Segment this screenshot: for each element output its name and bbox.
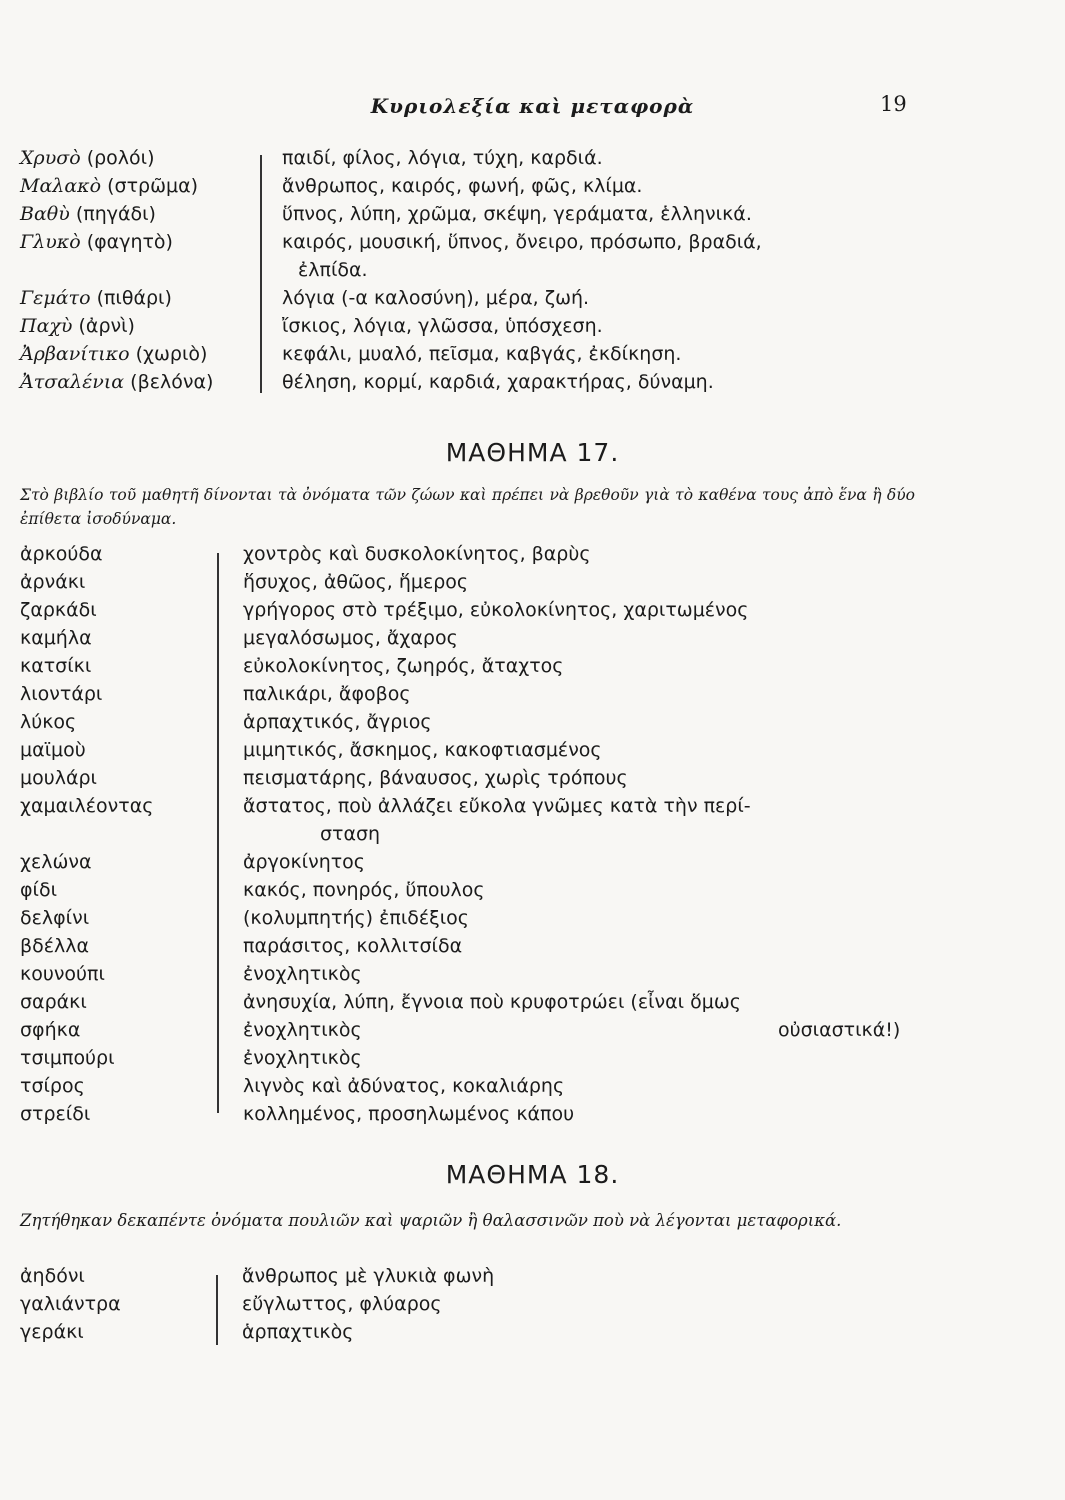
animal-row xyxy=(20,1293,920,1321)
animal-name: κουνούπι xyxy=(20,963,105,985)
adjective-row xyxy=(20,287,920,315)
animal-name: ἀρνάκι xyxy=(20,571,86,593)
animal-name: δελφίνι xyxy=(20,907,90,929)
animal-traits: γρήγορος στὸ τρέξιμο, εὐκολοκίνητος, χαριτωμένος xyxy=(243,599,749,621)
animal-traits: ἐνοχλητικὸς xyxy=(243,963,362,985)
animal-row xyxy=(20,795,920,823)
adjective-row xyxy=(20,203,920,231)
animal-row xyxy=(20,1265,920,1293)
animal-traits: (κολυμπητής) ἐπιδέξιος xyxy=(243,907,469,929)
adjective: Ἀρβανίτικο xyxy=(20,343,130,365)
examples: καιρός, μουσική, ὕπνος, ὄνειρο, πρόσωπο, βραδιά, xyxy=(282,231,762,253)
animal-traits-note: οὐσιαστικά!) xyxy=(778,1019,901,1041)
animal-row xyxy=(20,543,920,571)
animal-name: βδέλλα xyxy=(20,935,90,957)
animal-name: κατσίκι xyxy=(20,655,92,677)
animal-row xyxy=(20,1103,920,1131)
examples: ὕπνος, λύπη, χρῶμα, σκέψη, γεράματα, ἑλληνικά. xyxy=(282,203,752,225)
examples: ἄνθρωπος, καιρός, φωνή, φῶς, κλίμα. xyxy=(282,175,643,197)
lesson-18-heading: ΜΑΘΗΜΑ 18. xyxy=(445,1160,620,1189)
animal-traits-continuation: σταση xyxy=(320,823,381,845)
animal-traits: παράσιτος, κολλιτσίδα xyxy=(243,935,463,957)
noun: (φαγητὸ) xyxy=(86,231,173,253)
animal-traits: εὐκολοκίνητος, ζωηρός, ἄταχτος xyxy=(243,655,564,677)
animal-name: φίδι xyxy=(20,879,58,901)
animal-row xyxy=(20,963,920,991)
animal-traits: ἄνθρωπος μὲ γλυκιὰ φωνὴ xyxy=(242,1265,495,1287)
animal-row xyxy=(20,655,920,683)
animal-traits: ἄστατος, ποὺ ἀλλάζει εὔκολα γνῶμες κατὰ τὴν περί- xyxy=(243,795,751,817)
noun: (χωριὸ) xyxy=(135,343,208,365)
noun: (πηγάδι) xyxy=(75,203,156,225)
animal-traits: ἀνησυχία, λύπη, ἔγνοια ποὺ κρυφοτρώει (εἶναι ὅμως xyxy=(243,991,741,1013)
animal-traits: ἀργοκίνητος xyxy=(243,851,365,873)
adjective-section xyxy=(20,147,920,399)
noun: (ἀρνὶ) xyxy=(78,315,135,337)
animal-traits-section xyxy=(20,543,920,1131)
animal-row xyxy=(20,767,920,795)
animal-name: τσίρος xyxy=(20,1075,85,1097)
examples-continuation: ἐλπίδα. xyxy=(298,259,368,281)
animal-row xyxy=(20,879,920,907)
animal-traits: ἐνοχλητικὸς xyxy=(243,1047,362,1069)
animal-name: λιοντάρι xyxy=(20,683,103,705)
bird-fish-section xyxy=(20,1265,920,1349)
adjective: Παχὺ xyxy=(20,315,73,337)
animal-row xyxy=(20,599,920,627)
animal-traits: ἥσυχος, ἀθῶος, ἥμερος xyxy=(243,571,469,593)
animal-traits: μεγαλόσωμος, ἄχαρος xyxy=(243,627,458,649)
animal-name: μουλάρι xyxy=(20,767,97,789)
adjective-row xyxy=(20,315,920,343)
animal-name: σφήκα xyxy=(20,1019,81,1041)
animal-traits: μιμητικός, ἄσκημος, κακοφτιασμένος xyxy=(243,739,602,761)
animal-row xyxy=(20,739,920,767)
animal-traits: κακός, πονηρός, ὕπουλος xyxy=(243,879,485,901)
animal-row xyxy=(20,1075,920,1103)
adjective: Χρυσὸ xyxy=(20,147,81,169)
examples: κεφάλι, μυαλό, πεῖσμα, καβγάς, ἐκδίκηση. xyxy=(282,343,682,365)
animal-traits: ἁρπαχτικός, ἄγριος xyxy=(243,711,432,733)
animal-row xyxy=(20,627,920,655)
animal-traits: ἐνοχλητικὸς xyxy=(243,1019,362,1041)
adjective: Μαλακὸ xyxy=(20,175,102,197)
adjective-row xyxy=(20,371,920,399)
animal-row xyxy=(20,711,920,739)
examples: λόγια (-α καλοσύνη), μέρα, ζωή. xyxy=(282,287,590,309)
animal-name: τσιμπούρι xyxy=(20,1047,115,1069)
page-header-title: Κυριολεξία καὶ μεταφορὰ xyxy=(370,94,695,118)
animal-traits: χοντρὸς καὶ δυσκολοκίνητος, βαρὺς xyxy=(243,543,591,565)
lesson-17-instruction: Στὸ βιβλίο τοῦ μαθητῆ δίνονται τὰ ὀνόματα τῶν ζώων καὶ πρέπει νὰ βρεθοῦν γιὰ τὸ καθένα τους ἀπὸ ἕνα ἢ δύο ἐπίθετα ἰσοδύναμα. xyxy=(20,486,915,528)
examples: ἴσκιος, λόγια, γλῶσσα, ὑπόσχεση. xyxy=(282,315,603,337)
noun: (ρολόι) xyxy=(86,147,155,169)
adjective-row-continuation xyxy=(20,259,920,287)
page-number: 19 xyxy=(880,92,907,116)
animal-row xyxy=(20,907,920,935)
animal-name: χελώνα xyxy=(20,851,92,873)
animal-name: ζαρκάδι xyxy=(20,599,97,621)
adjective-row xyxy=(20,175,920,203)
animal-name: μαϊμοὺ xyxy=(20,739,86,761)
animal-row xyxy=(20,683,920,711)
animal-name: χαμαιλέοντας xyxy=(20,795,154,817)
animal-name: γαλιάντρα xyxy=(20,1293,121,1315)
animal-row xyxy=(20,1019,920,1047)
animal-row-continuation xyxy=(20,823,920,851)
animal-name: γεράκι xyxy=(20,1321,84,1343)
animal-row xyxy=(20,935,920,963)
adjective: Γεμάτο xyxy=(20,287,91,309)
adjective: Βαθὺ xyxy=(20,203,70,225)
animal-name: λύκος xyxy=(20,711,77,733)
animal-name: σαράκι xyxy=(20,991,87,1013)
animal-traits: πεισματάρης, βάναυσος, χωρὶς τρόπους xyxy=(243,767,628,789)
animal-row xyxy=(20,1321,920,1349)
lesson-18-instruction: Ζητήθηκαν δεκαπέντε ὀνόματα πουλιῶν καὶ ψαριῶν ἢ θαλασσινῶν ποὺ νὰ λέγονται μεταφορικά. xyxy=(20,1211,842,1230)
examples: θέληση, κορμί, καρδιά, χαρακτήρας, δύναμη. xyxy=(282,371,714,393)
noun: (στρῶμα) xyxy=(107,175,198,197)
adjective-row xyxy=(20,343,920,371)
animal-row xyxy=(20,851,920,879)
animal-name: ἀρκούδα xyxy=(20,543,103,565)
animal-traits: ἁρπαχτικὸς xyxy=(242,1321,354,1343)
lesson-17-heading: ΜΑΘΗΜΑ 17. xyxy=(445,438,620,467)
animal-name: ἀηδόνι xyxy=(20,1265,85,1287)
adjective: Γλυκὸ xyxy=(20,231,81,253)
animal-traits: λιγνὸς καὶ ἀδύνατος, κοκαλιάρης xyxy=(243,1075,565,1097)
noun: (βελόνα) xyxy=(130,371,214,393)
examples: παιδί, φίλος, λόγια, τύχη, καρδιά. xyxy=(282,147,603,169)
animal-traits: εὔγλωττος, φλύαρος xyxy=(242,1293,442,1315)
adjective-row xyxy=(20,147,920,175)
animal-row xyxy=(20,571,920,599)
animal-name: στρείδι xyxy=(20,1103,91,1125)
noun: (πιθάρι) xyxy=(96,287,172,309)
animal-row xyxy=(20,1047,920,1075)
animal-row xyxy=(20,991,920,1019)
adjective: Ἀτσαλένια xyxy=(20,371,125,393)
animal-traits: παλικάρι, ἄφοβος xyxy=(243,683,411,705)
animal-name: καμήλα xyxy=(20,627,92,649)
animal-traits: κολλημένος, προσηλωμένος κάπου xyxy=(243,1103,575,1125)
adjective-row xyxy=(20,231,920,259)
